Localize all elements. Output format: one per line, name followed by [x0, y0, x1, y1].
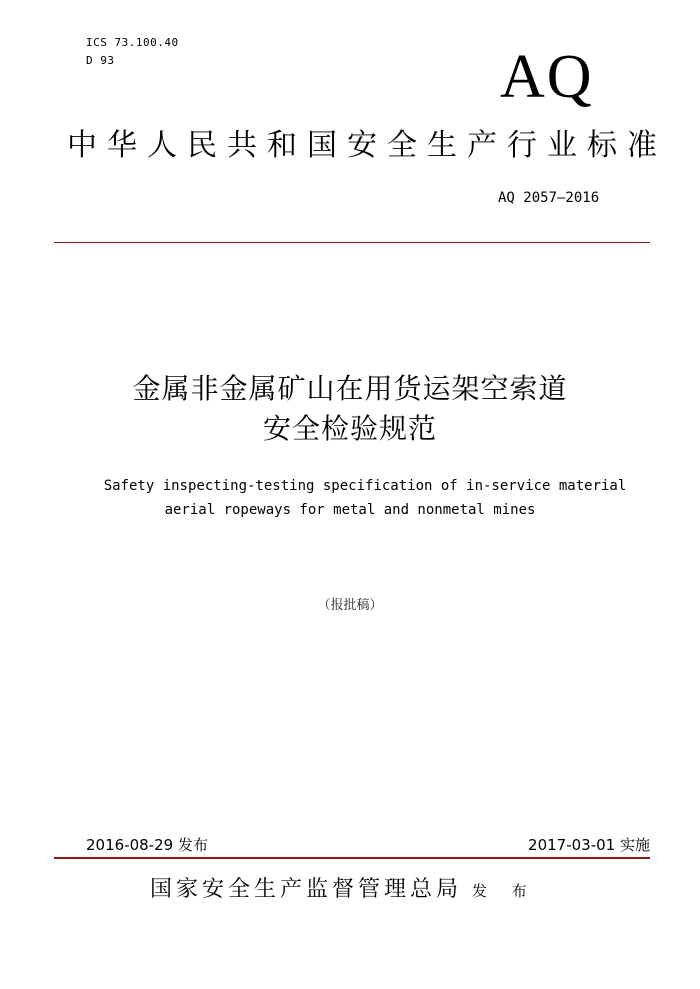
- english-title-line2: aerial ropeways for metal and nonmetal mines: [164, 502, 536, 518]
- issuing-authority: [150, 872, 537, 903]
- issuer-suffix: 发 布: [472, 882, 537, 900]
- document-title-line2: 安全检验规范: [262, 412, 437, 445]
- footer-divider: [54, 857, 650, 859]
- standard-number: AQ 2057—2016: [498, 190, 600, 206]
- issue-date: 2016-08-29 发布: [86, 836, 208, 854]
- header-divider: [54, 242, 650, 243]
- classification-code: D 93: [86, 54, 115, 67]
- draft-status: （报批稿）: [317, 598, 383, 613]
- implementation-date: 2017-03-01 实施: [528, 836, 650, 854]
- english-title-line1: Safety inspecting-testing specification of in-service material: [103, 478, 627, 494]
- ics-code: ICS 73.100.40: [86, 36, 179, 49]
- aq-logo: AQ: [500, 43, 594, 111]
- standard-type-heading: 中华人民共和国安全生产行业标准: [67, 128, 667, 163]
- document-title-line1: 金属非金属矿山在用货运架空索道: [132, 372, 568, 405]
- issuer-name: 国家安全生产监督管理总局: [150, 877, 463, 902]
